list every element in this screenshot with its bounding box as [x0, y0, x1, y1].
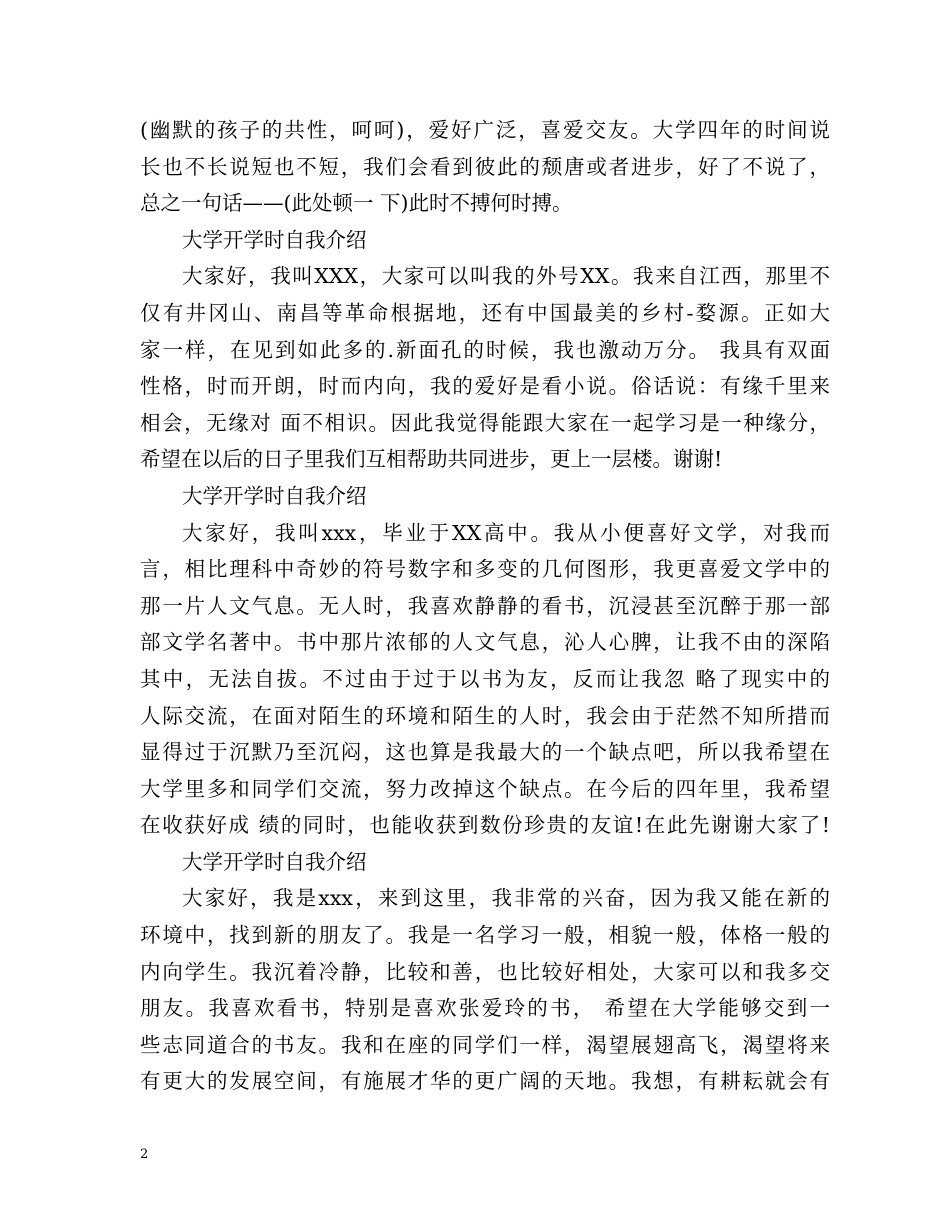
section-heading: 大学开学时自我介绍 — [182, 227, 367, 252]
text-line: 大家好，我叫XXX，大家可以叫我的外号XX。我来自江西，那里不 — [182, 264, 830, 289]
text-line: 仅有井冈山、南昌等革命根据地，还有中国最美的乡村-婺源。正如大 — [140, 300, 830, 325]
text-line: 显得过于沉默乃至沉闷，这也算是我最大的一个缺点吧，所以我希望在 — [140, 740, 830, 765]
text-line: 希望在以后的日子里我们互相帮助共同进步，更上一层楼。谢谢! — [140, 447, 723, 472]
text-line: (幽默的孩子的共性，呵呵)，爱好广泛，喜爱交友。大学四年的时间说 — [140, 118, 830, 142]
text-line: 部文学名著中。书中那片浓郁的人文气息，沁人心脾，让我不由的深陷 — [140, 630, 830, 655]
text-line: 长也不长说短也不短，我们会看到彼此的颓唐或者进步，好了不说了， — [140, 154, 830, 179]
text-line: 内向学生。我沉着冷静，比较和善，也比较好相处，大家可以和我多交 — [140, 959, 830, 984]
text-line: 大家好，我叫xxx，毕业于XX高中。我从小便喜好文学，对我而 — [182, 520, 830, 545]
text-line: 性格，时而开朗，时而内向，我的爱好是看小说。俗话说：有缘千里来 — [140, 374, 830, 399]
text-line: 在收获好成 绩的同时，也能收获到数份珍贵的友谊!在此先谢谢大家了! — [140, 813, 830, 838]
text-line: 言，相比理科中奇妙的符号数字和多变的几何图形，我更喜爱文学中的 — [140, 557, 830, 582]
text-line: 大家好，我是xxx，来到这里，我非常的兴奋，因为我又能在新的 — [182, 886, 830, 911]
text-line: 有更大的发展空间，有施展才华的更广阔的天地。我想，有耕耘就会有 — [140, 1069, 830, 1094]
text-line: 家一样，在见到如此多的.新面孔的时候，我也激动万分。 我具有双面 — [140, 337, 830, 362]
section-heading: 大学开学时自我介绍 — [182, 483, 367, 508]
text-line: 其中，无法自拔。不过由于过于以书为友，反而让我忽 略了现实中的 — [140, 666, 830, 691]
text-line: 那一片人文气息。无人时，我喜欢静静的看书，沉浸甚至沉醉于那一部 — [140, 593, 830, 618]
text-line: 些志同道合的书友。我和在座的同学们一样，渴望展翅高飞，渴望将来 — [140, 1032, 830, 1057]
text-line: 相会，无缘对 面不相识。因此我觉得能跟大家在一起学习是一种缘分， — [140, 410, 830, 435]
document-body — [140, 112, 830, 1100]
text-line: 环境中，找到新的朋友了。我是一名学习一般，相貌一般，体格一般的 — [140, 923, 830, 948]
text-line: 大学里多和同学们交流，努力改掉这个缺点。在今后的四年里，我希望 — [140, 776, 830, 801]
section-heading: 大学开学时自我介绍 — [182, 849, 367, 874]
text-line: 朋友。我喜欢看书，特别是喜欢张爱玲的书， 希望在大学能够交到一 — [140, 996, 830, 1021]
page-number: 2 — [140, 1147, 149, 1162]
text-line: 总之一句话——(此处顿一 下)此时不搏何时搏。 — [140, 191, 573, 216]
text-line: 人际交流，在面对陌生的环境和陌生的人时，我会由于茫然不知所措而 — [140, 703, 830, 728]
